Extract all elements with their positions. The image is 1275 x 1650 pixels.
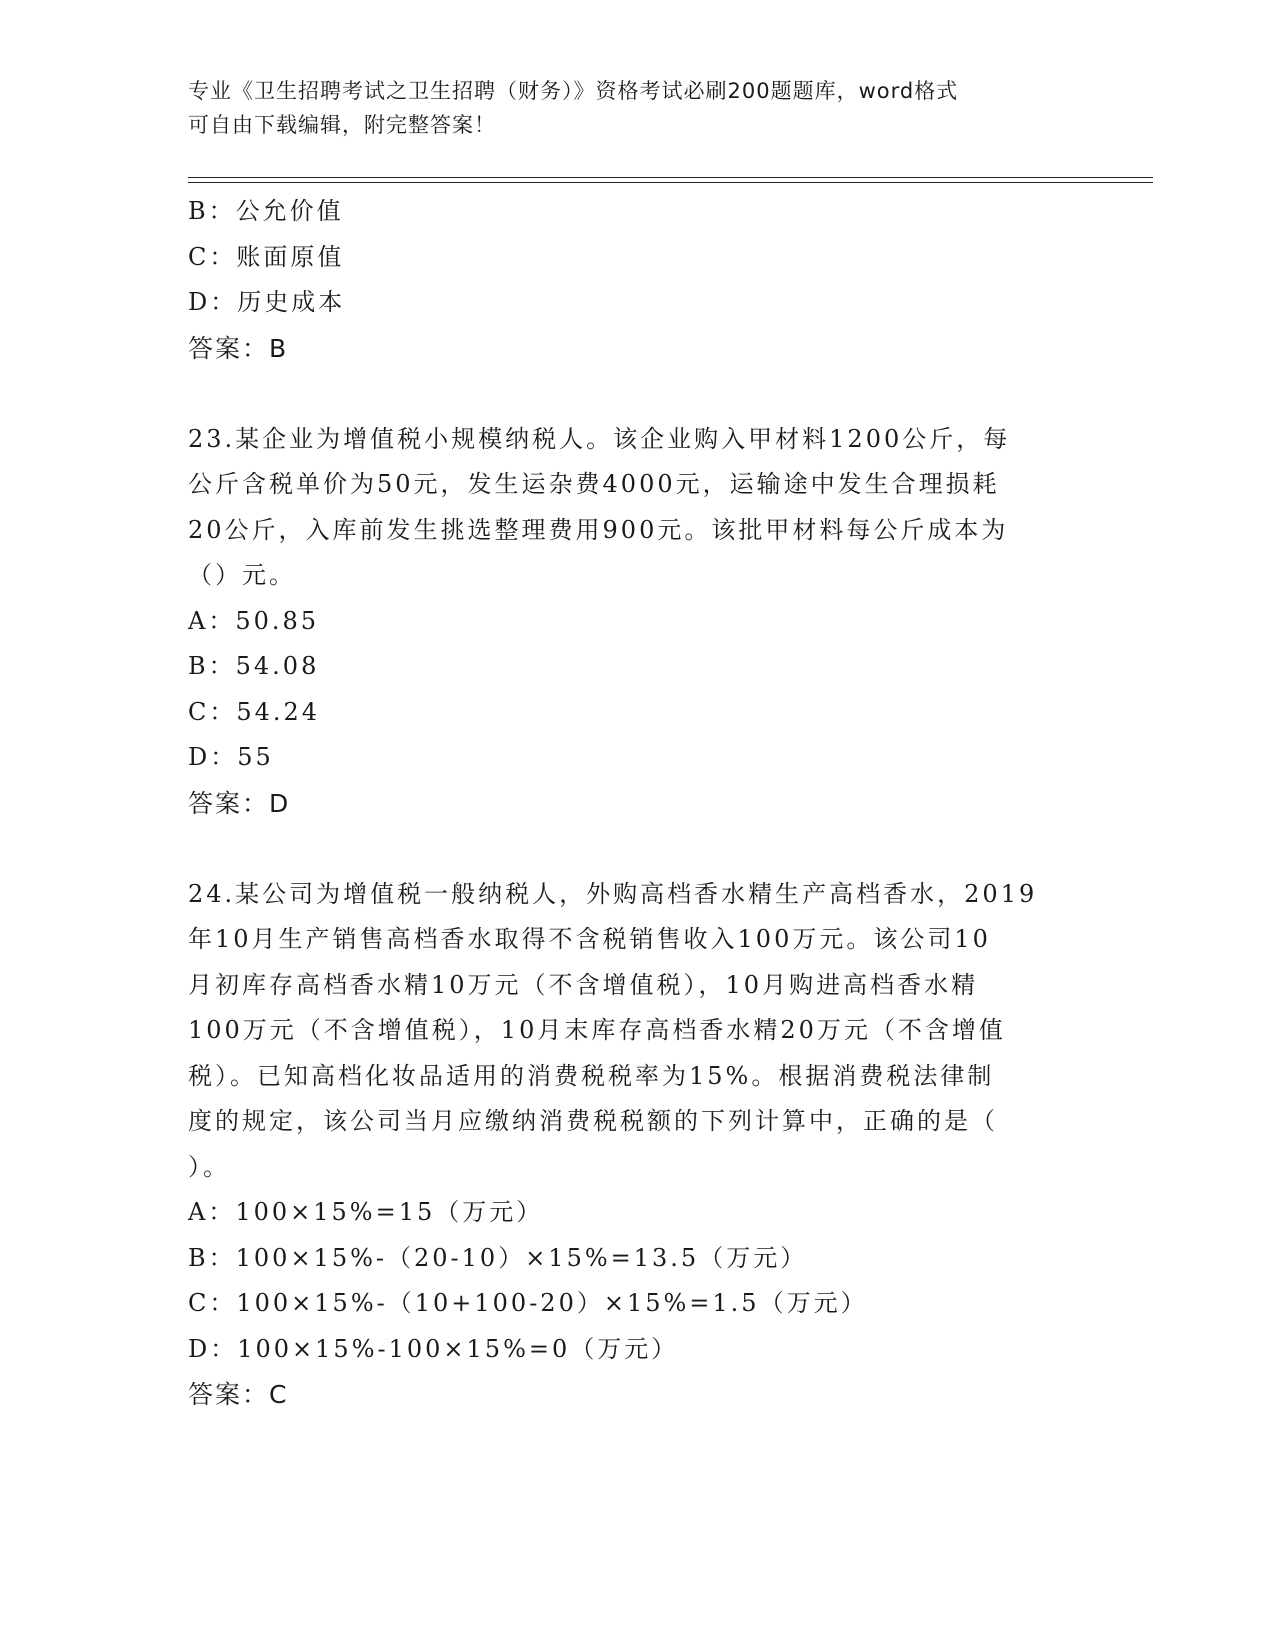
option-b: B：54.08	[188, 652, 320, 680]
header-line-1: 专业《卫生招聘考试之卫生招聘（财务）》资格考试必刷200题题库，word格式	[188, 79, 959, 103]
question-stem-line: 月初库存高档香水精10万元（不含增值税），10月购进高档香水精	[188, 970, 979, 999]
spacer	[188, 371, 1088, 417]
option-d: D：55	[188, 743, 274, 771]
question-block	[188, 417, 1088, 827]
question-stem-line: 年10月生产销售高档香水取得不含税销售收入100万元。该公司10	[188, 925, 991, 953]
question-stem-line: 23.某企业为增值税小规模纳税人。该企业购入甲材料1200公斤，每	[188, 424, 1011, 453]
option-a: A：100×15%=15（万元）	[188, 1198, 544, 1226]
option-c: C：100×15%-（10+100-20）×15%=1.5（万元）	[188, 1289, 868, 1317]
answer: 答案：C	[188, 1380, 289, 1409]
question-stem-line: 税）。已知高档化妆品适用的消费税税率为15%。根据消费税法律制	[188, 1061, 995, 1090]
header-line-2: 可自由下载编辑，附完整答案！	[188, 113, 496, 137]
question-list	[188, 189, 1088, 1418]
page-header	[188, 74, 1068, 142]
question-stem-line: 公斤含税单价为50元，发生运杂费4000元，运输途中发生合理损耗	[188, 470, 1000, 498]
question-block	[188, 189, 1088, 371]
question-stem-line: 24.某公司为增值税一般纳税人，外购高档香水精生产高档香水，2019	[188, 879, 1038, 908]
option-c: C：账面原值	[188, 242, 345, 271]
header-divider-bottom	[188, 182, 1153, 183]
question-stem-line: 20公斤，入库前发生挑选整理费用900元。该批甲材料每公斤成本为	[188, 515, 1009, 544]
header-divider-top	[188, 177, 1153, 178]
spacer	[188, 826, 1088, 872]
option-a: A：50.85	[188, 606, 320, 635]
option-b: B：公允价值	[188, 197, 344, 225]
option-c: C：54.24	[188, 697, 321, 726]
option-b: B：100×15%-（20-10）×15%=13.5（万元）	[188, 1243, 808, 1272]
answer: 答案：B	[188, 333, 289, 363]
option-d: D：100×15%-100×15%=0（万元）	[188, 1334, 679, 1363]
option-d: D：历史成本	[188, 288, 346, 316]
question-stem-line: ）。	[188, 1152, 230, 1181]
question-block	[188, 872, 1088, 1418]
question-stem-line: 度的规定，该公司当月应缴纳消费税税额的下列计算中，正确的是（	[188, 1107, 998, 1135]
question-stem-line: （）元。	[188, 561, 296, 589]
question-stem-line: 100万元（不含增值税），10月末库存高档香水精20万元（不含增值	[188, 1016, 1006, 1044]
answer: 答案：D	[188, 788, 291, 818]
